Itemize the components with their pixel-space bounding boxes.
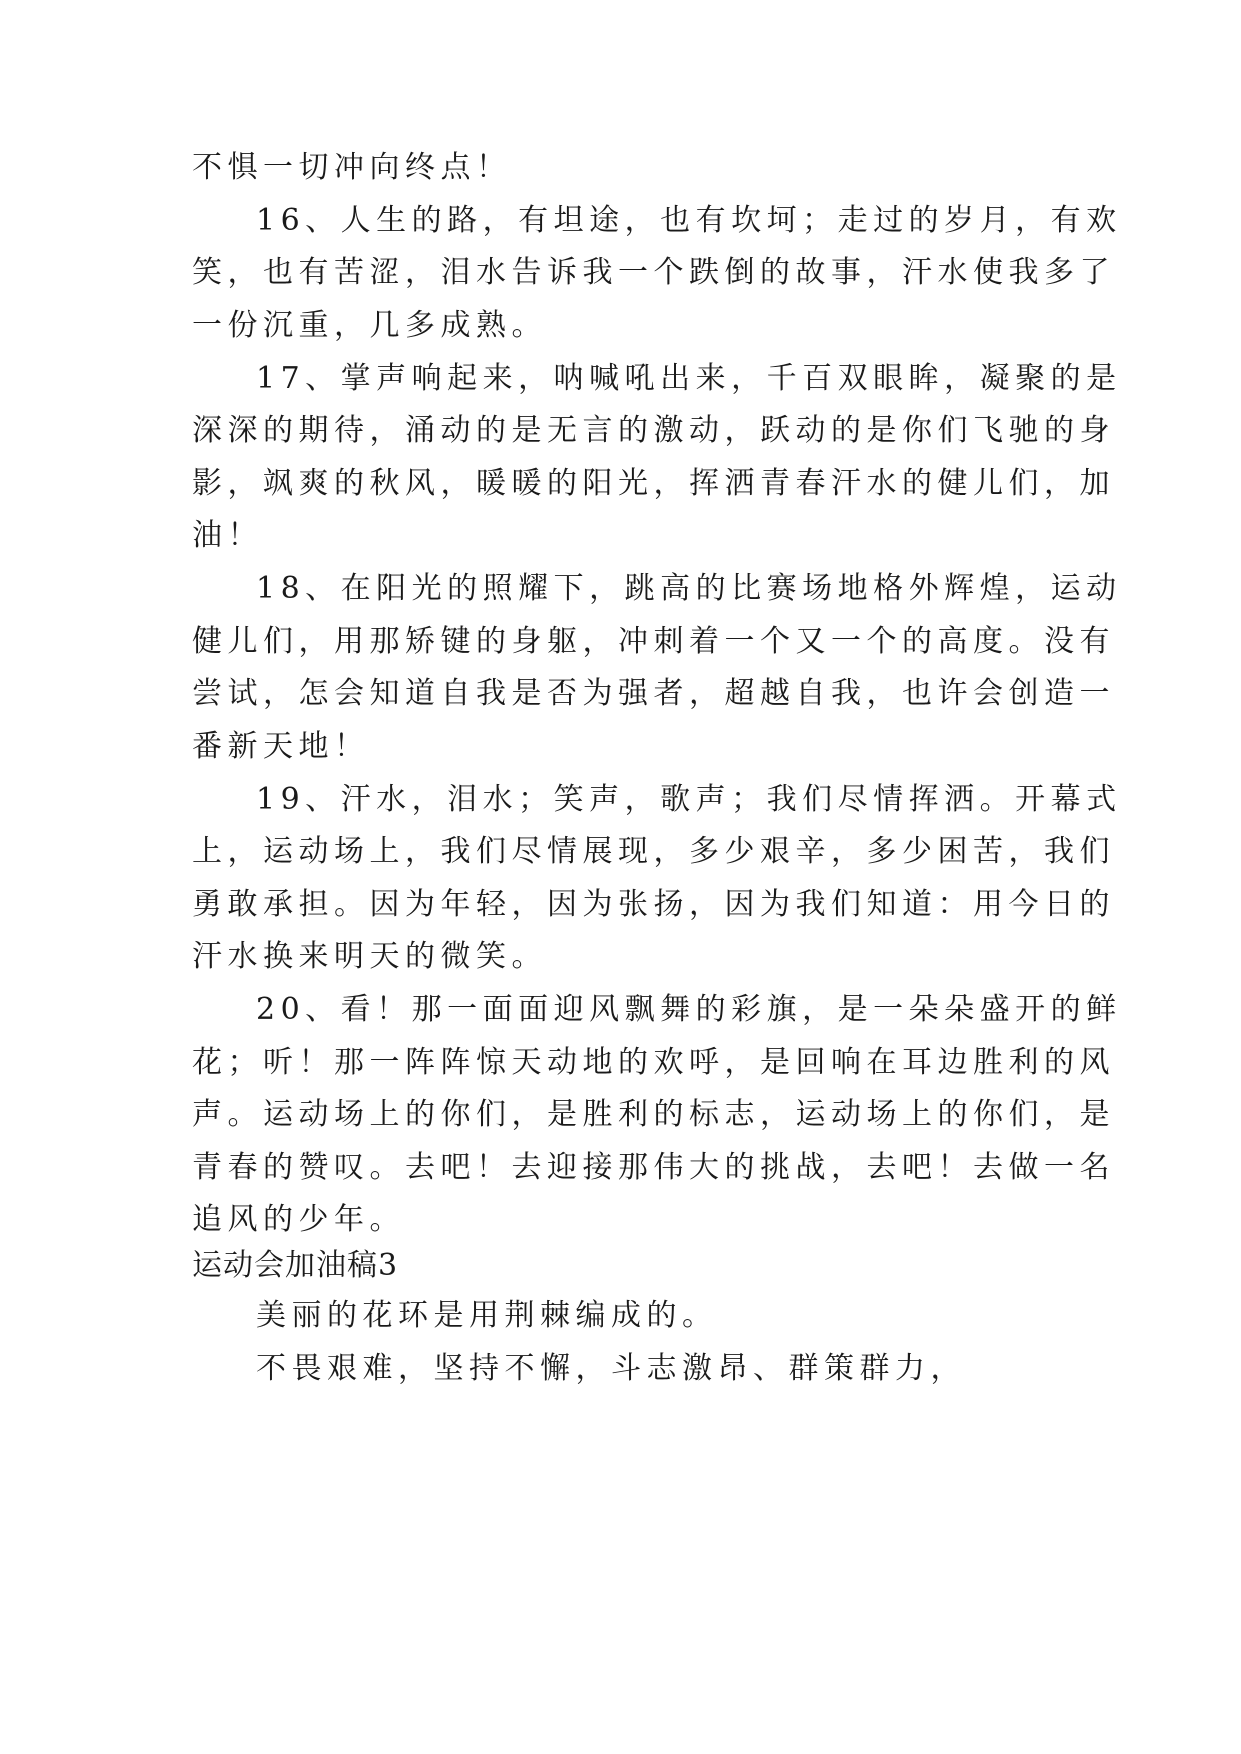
text-line: 不惧一切冲向终点！ [192, 150, 512, 185]
section-heading: 运动会加油稿3 [192, 1248, 399, 1283]
paragraph-20-line: 20、看！那一面面迎风飘舞的彩旗，是一朵朵盛开的鲜 [256, 992, 1122, 1027]
text-line: 尝试，怎会知道自我是否为强者，超越自我，也许会创造一 [192, 676, 1115, 711]
text-line: 深深的期待，涌动的是无言的激动，跃动的是你们飞驰的身 [192, 413, 1115, 448]
text-line: 健儿们，用那矫键的身躯，冲刺着一个又一个的高度。没有 [192, 624, 1115, 659]
text-line: 笑，也有苦涩，泪水告诉我一个跌倒的故事，汗水使我多了 [192, 255, 1115, 290]
text-line: 青春的赞叹。去吧！去迎接那伟大的挑战，去吧！去做一名 [192, 1150, 1115, 1185]
text-line: 声。运动场上的你们，是胜利的标志，运动场上的你们，是 [192, 1097, 1115, 1132]
text-line: 汗水换来明天的微笑。 [192, 939, 547, 974]
text-line: 油！ [192, 518, 263, 553]
text-line: 花；听！那一阵阵惊天动地的欢呼，是回响在耳边胜利的风 [192, 1045, 1115, 1080]
paragraph-18-line: 18、在阳光的照耀下，跳高的比赛场地格外辉煌，运动 [256, 571, 1122, 606]
text-line: 美丽的花环是用荆棘编成的。 [256, 1298, 718, 1333]
paragraph-19-line: 19、汗水，泪水；笑声，歌声；我们尽情挥洒。开幕式 [256, 782, 1122, 817]
text-line: 番新天地！ [192, 729, 370, 764]
text-line: 勇敢承担。因为年轻，因为张扬，因为我们知道：用今日的 [192, 887, 1115, 922]
paragraph-16-line: 16、人生的路，有坦途，也有坎坷；走过的岁月，有欢 [256, 203, 1122, 238]
text-line: 影，飒爽的秋风，暖暖的阳光，挥洒青春汗水的健儿们，加 [192, 466, 1115, 501]
text-line: 追风的少年。 [192, 1202, 405, 1237]
text-line: 一份沉重，几多成熟。 [192, 308, 547, 343]
text-line: 上，运动场上，我们尽情展现，多少艰辛，多少困苦，我们 [192, 834, 1115, 869]
paragraph-17-line: 17、掌声响起来，呐喊吼出来，千百双眼眸，凝聚的是 [256, 361, 1122, 396]
text-line: 不畏艰难，坚持不懈，斗志激昂、群策群力， [256, 1351, 966, 1386]
